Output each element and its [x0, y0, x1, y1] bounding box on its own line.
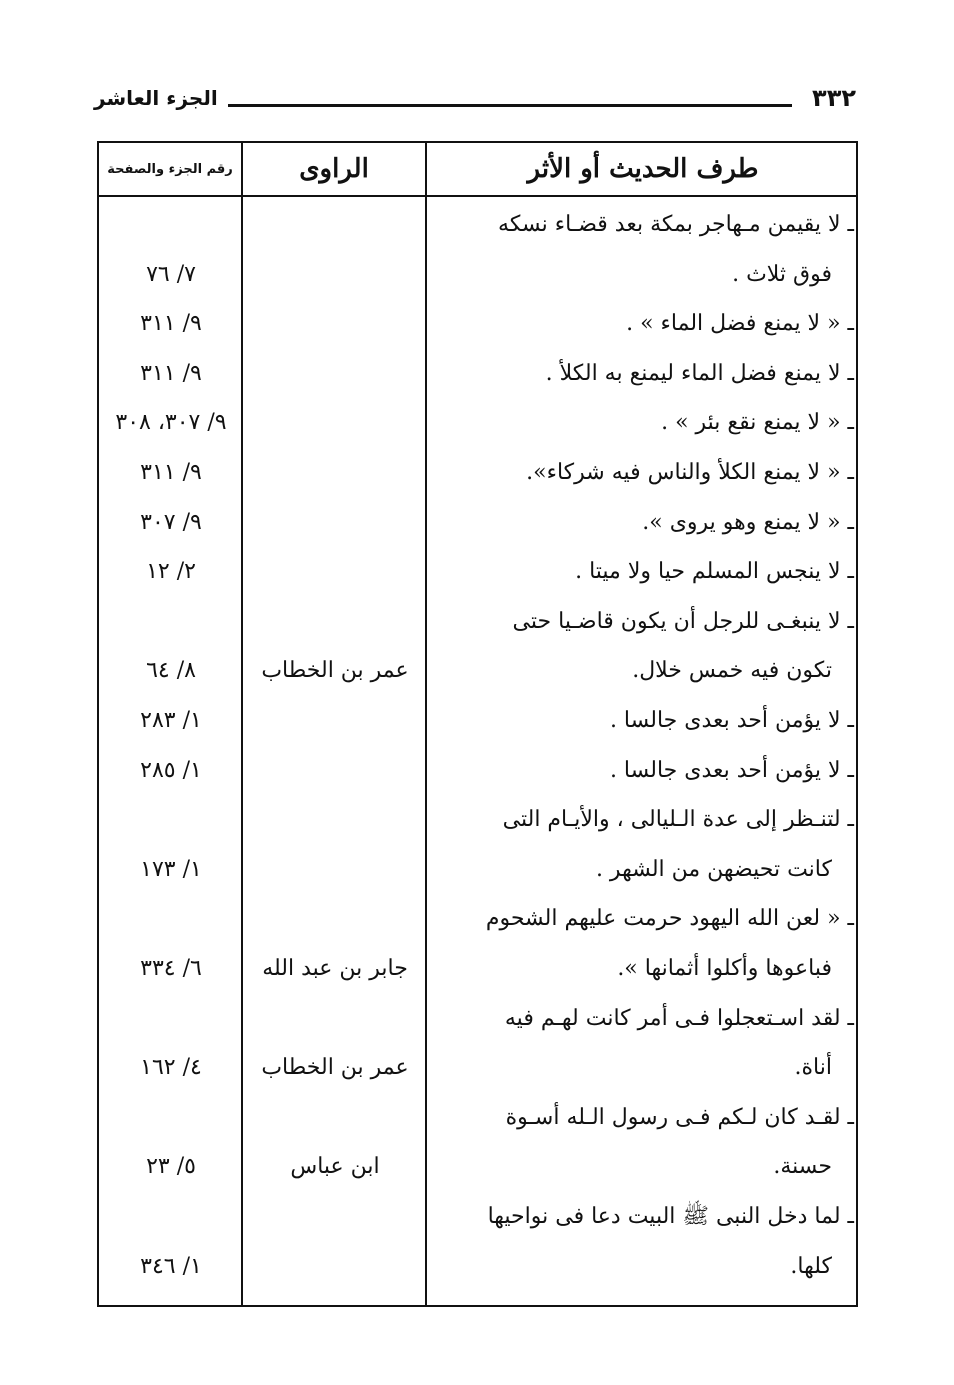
- reference-cell: ٨/ ٦٤: [146, 658, 196, 683]
- reference-cell: ٩/ ٣١١: [140, 311, 202, 336]
- hadith-line: أناة.: [794, 1055, 832, 1080]
- running-title: الجزء العاشر: [94, 86, 218, 110]
- hadith-line: ـ « لا يمنع فضل الماء » .: [626, 311, 854, 336]
- column-header-narrator: الراوى: [299, 154, 369, 184]
- hadith-line: ـ « لا يمنع نقع بئر » .: [661, 410, 854, 435]
- narrator-cell: عمر بن الخطاب: [261, 658, 409, 683]
- reference-cell: ٩/ ٣١١: [140, 460, 202, 485]
- column-header-reference: رقم الجزء والصفحة: [107, 161, 233, 177]
- hadith-line: ـ لا ينبغـى للرجل أن يكون قاضـيا حتى: [512, 609, 854, 634]
- reference-cell: ٦/ ٣٣٤: [140, 956, 202, 981]
- reference-cell: ١/ ١٧٣: [140, 857, 202, 882]
- hadith-line: ـ « لا يمنع الكلأ والناس فيه شركاء».: [526, 460, 854, 485]
- hadith-line: ـ لتنـظر إلى عدة الـليالى ، والأيـام التى: [502, 807, 854, 832]
- page-number: ٣٣٢: [812, 84, 856, 112]
- hadith-line: ـ « لا يمنع وهو يروى ».: [642, 510, 854, 535]
- hadith-line: فباعوها وأكلوا أثمانها ».: [617, 956, 832, 981]
- reference-cell: ٥/ ٢٣: [146, 1154, 196, 1179]
- reference-cell: ٩/ ٣١١: [140, 361, 202, 386]
- column-header-hadith: طرف الحديث أو الأثر: [527, 154, 759, 184]
- reference-cell: ١/ ٣٤٦: [140, 1254, 202, 1279]
- page-header: [94, 84, 856, 124]
- header-rule: [228, 104, 792, 107]
- reference-cell: ٩/ ٣٠٧: [140, 510, 202, 535]
- reference-cell: ٤/ ١٦٢: [140, 1055, 202, 1080]
- column-divider-narrator: [425, 143, 427, 1305]
- hadith-line: تكون فيه خمس خلال.: [632, 658, 832, 683]
- reference-cell: ١/ ٢٨٥: [140, 758, 202, 783]
- hadith-line: ـ لا ينجس المسلم حيا ولا ميتا .: [575, 559, 854, 584]
- reference-cell: ٧/ ٧٦: [146, 262, 196, 287]
- reference-cell: ١/ ٢٨٣: [140, 708, 202, 733]
- hadith-line: ـ لقد اسـتعجلوا فـى أمر كانت لهـم فيه: [504, 1006, 854, 1031]
- hadith-line: ـ لقـد كان لـكم فـى رسول الـله أسـوة: [505, 1105, 854, 1130]
- hadith-line: ـ لما دخل النبى ﷺ البيت دعا فى نواحيها: [487, 1204, 854, 1229]
- hadith-line: ـ لا يمنع فضل الماء ليمنع به الكلأ .: [545, 361, 854, 386]
- narrator-cell: ابن عباس: [290, 1154, 380, 1179]
- hadith-line: ـ لا يؤمن أحد بعدى جالسا .: [609, 708, 854, 733]
- hadith-line: كانت تحيضهن من الشهر .: [595, 857, 832, 882]
- column-divider-reference: [241, 143, 243, 1305]
- reference-cell: ٩/ ٣٠٧، ٣٠٨: [115, 410, 227, 435]
- hadith-line: حسنة.: [773, 1154, 832, 1179]
- index-table: [97, 141, 858, 1307]
- hadith-line: كلها.: [790, 1254, 832, 1279]
- narrator-cell: عمر بن الخطاب: [261, 1055, 409, 1080]
- hadith-line: فوق ثلاث .: [732, 262, 832, 287]
- hadith-line: ـ لا يؤمن أحد بعدى جالسا .: [609, 758, 854, 783]
- reference-cell: ٢/ ١٢: [146, 559, 196, 584]
- narrator-cell: جابر بن عبد الله: [262, 956, 408, 981]
- header-divider: [99, 195, 856, 197]
- hadith-line: ـ لا يقيمن مـهاجر بمكة بعد قضـاء نسكه: [498, 212, 854, 237]
- hadith-line: ـ « لعن الله اليهود حرمت عليهم الشحوم: [485, 906, 854, 931]
